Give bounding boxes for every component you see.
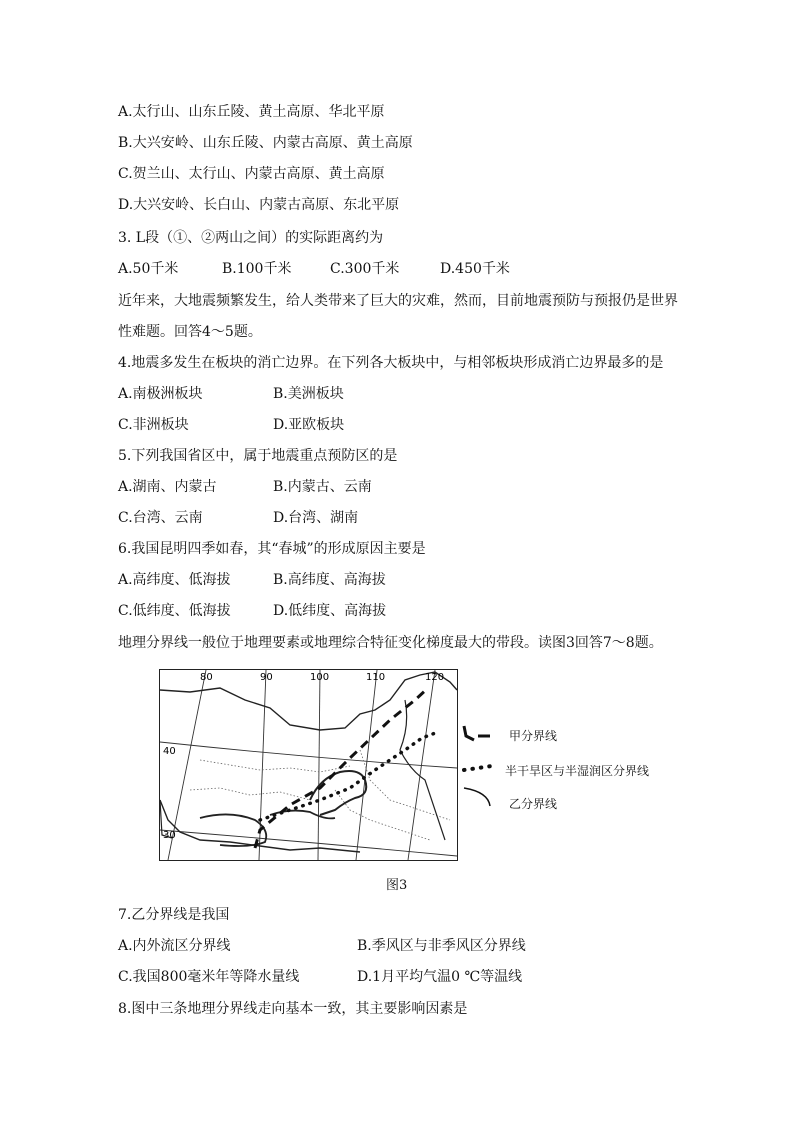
q7-option-d: D.1月平均气温0 ℃等温线 <box>357 969 523 985</box>
q6-option-a: A.高纬度、低海拔 <box>118 572 231 588</box>
q6-stem: 6.我国昆明四季如春，其“春城”的形成原因主要是 <box>118 541 426 557</box>
intro-7-8: 地理分界线一般位于地理要素或地理综合特征变化梯度最大的带段。读图3回答7～8题。 <box>118 635 663 651</box>
q2-option-c: C.贺兰山、太行山、内蒙古高原、黄土高原 <box>118 166 385 182</box>
lon-label-90: 90 <box>260 672 273 683</box>
legend-semiarid-label: 半干旱区与半湿润区分界线 <box>505 764 650 778</box>
q3-stem: 3. L段（①、②两山之间）的实际距离约为 <box>118 230 384 246</box>
coastline <box>400 700 445 840</box>
parallel-40 <box>160 742 457 768</box>
map-drawing <box>160 670 457 860</box>
semiarid-boundary-line <box>260 732 438 820</box>
lat-label-40: 40 <box>163 746 176 757</box>
jia-boundary-line <box>255 688 428 848</box>
q6-option-d: D.低纬度、高海拔 <box>273 603 387 619</box>
intro-4-5-line2: 性难题。回答4～5题。 <box>118 324 262 340</box>
lon-label-110: 110 <box>366 672 386 683</box>
q7-option-c: C.我国800毫米年等降水量线 <box>118 969 300 985</box>
q3-option-b: B.100千米 <box>222 261 292 277</box>
q4-option-b: B.美洲板块 <box>273 386 344 402</box>
legend-jia-label: 甲分界线 <box>509 729 558 743</box>
q5-stem: 5.下列我国省区中，属于地震重点预防区的是 <box>118 448 398 464</box>
q8-stem: 8.图中三条地理分界线走向基本一致，其主要影响因素是 <box>118 1001 468 1017</box>
lon-label-100: 100 <box>310 672 330 683</box>
q3-option-d: D.450千米 <box>440 261 510 277</box>
q5-option-c: C.台湾、云南 <box>118 510 203 526</box>
province-boundary-1 <box>200 760 350 772</box>
q6-option-c: C.低纬度、低海拔 <box>118 603 231 619</box>
meridian-100 <box>318 670 320 860</box>
lat-label-30: 30 <box>163 830 176 841</box>
legend-jia-symbol <box>464 726 474 740</box>
q7-stem: 7.乙分界线是我国 <box>118 907 230 923</box>
q4-option-d: D.亚欧板块 <box>273 417 345 433</box>
meridian-110 <box>356 670 377 860</box>
q5-option-d: D.台湾、湖南 <box>273 510 359 526</box>
q4-stem: 4.地震多发生在板块的消亡边界。在下列各大板块中，与相邻板块形成消亡边界最多的是 <box>118 355 664 371</box>
q7-option-b: B.季风区与非季风区分界线 <box>357 938 526 954</box>
q6-option-b: B.高纬度、高海拔 <box>273 572 386 588</box>
legend-yi-label: 乙分界线 <box>509 797 558 811</box>
q4-option-a: A.南极洲板块 <box>118 386 203 402</box>
q2-option-a: A.太行山、山东丘陵、黄土高原、华北平原 <box>118 104 385 120</box>
province-boundary-4 <box>335 790 430 840</box>
q3-option-a: A.50千米 <box>118 261 179 277</box>
q7-option-a: A.内外流区分界线 <box>118 938 231 954</box>
q2-option-b: B.大兴安岭、山东丘陵、内蒙古高原、黄土高原 <box>118 135 413 151</box>
map-legend-symbols <box>460 722 496 812</box>
province-boundary-2 <box>190 788 310 800</box>
province-boundary-3 <box>360 750 450 820</box>
lon-label-120: 120 <box>425 672 445 683</box>
figure-caption: 图3 <box>386 878 408 893</box>
q5-option-a: A.湖南、内蒙古 <box>118 479 217 495</box>
q3-option-c: C.300千米 <box>330 261 400 277</box>
q4-option-c: C.非洲板块 <box>118 417 189 433</box>
lon-label-80: 80 <box>200 672 213 683</box>
figure-3-map <box>159 669 458 861</box>
intro-4-5-line1: 近年来，大地震频繁发生，给人类带来了巨大的灾难，然而，目前地震预防与预报仍是世界 <box>118 293 678 309</box>
q2-option-d: D.大兴安岭、长白山、内蒙古高原、东北平原 <box>118 197 400 213</box>
q5-option-b: B.内蒙古、云南 <box>273 479 372 495</box>
legend-yi-symbol <box>464 788 490 806</box>
legend-semiarid-symbol <box>464 766 492 770</box>
